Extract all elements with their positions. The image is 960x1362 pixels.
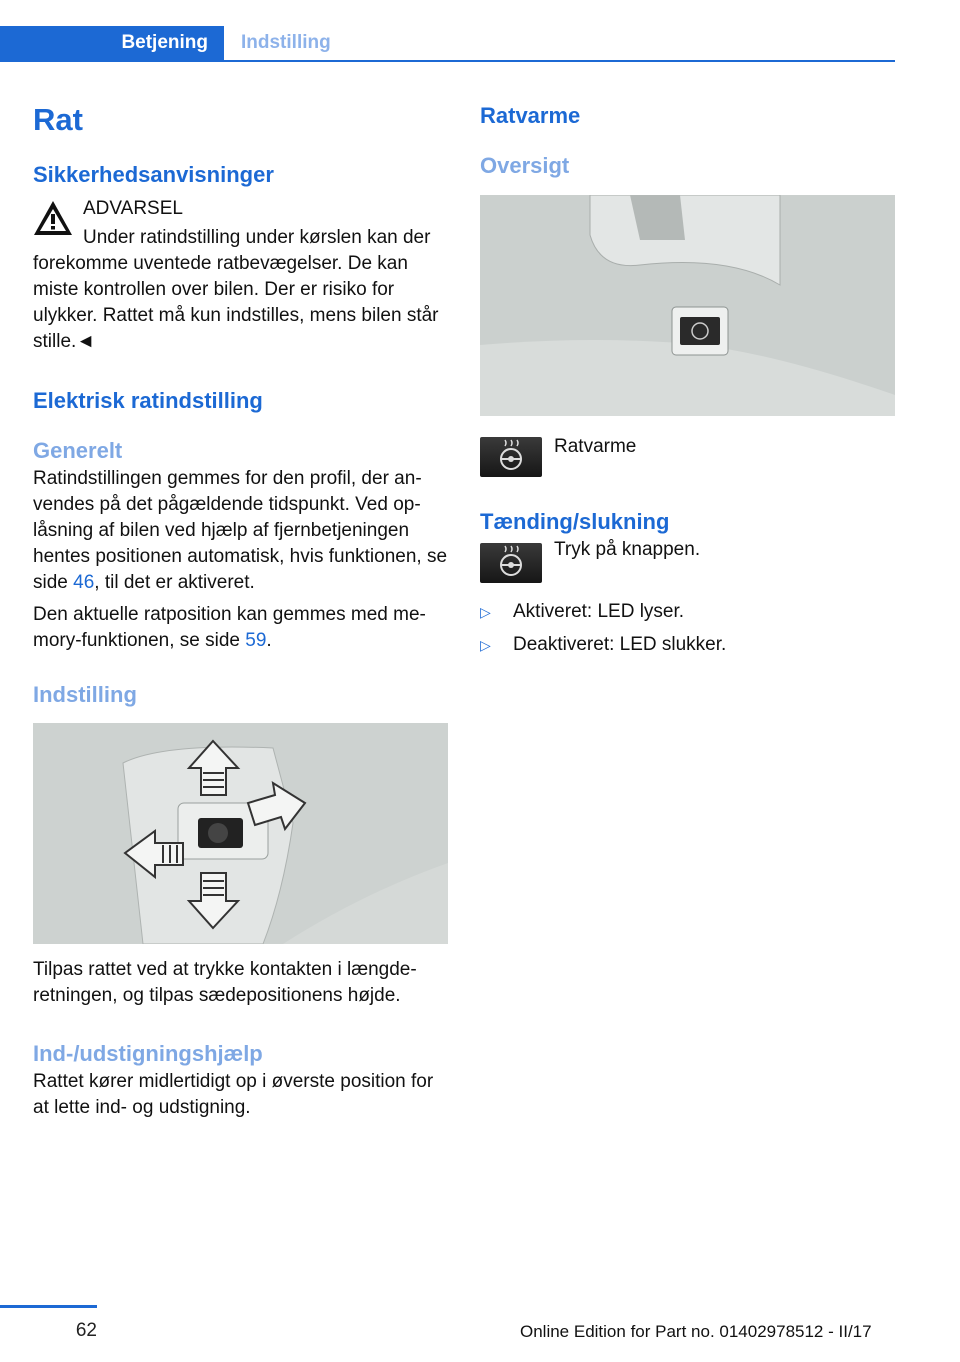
heating-heading: Ratvarme (480, 103, 581, 128)
warning-block (33, 196, 448, 355)
list-item: ▷ Deaktiveret: LED slukker. (480, 632, 895, 658)
warning-label: ADVARSEL (83, 198, 183, 219)
electric-heading: Elektrisk ratindstilling (33, 388, 263, 413)
general-heading: Generelt (33, 438, 123, 463)
setting-caption: Tilpas rattet ved at trykke kontakten i længderetningen, og tilpas sædepositionens højde. (33, 959, 417, 1006)
heated-wheel-caption: Ratvarme (554, 436, 637, 457)
heated-steering-wheel-icon[interactable] (480, 437, 542, 477)
onoff-text: Tryk på knappen. (554, 539, 701, 560)
footer-divider (0, 1305, 97, 1308)
steering-adjust-illustration (33, 723, 448, 944)
general-paragraph: Ratindstillingen gemmes for den profil, der anvendes på det pågældende tidspunkt. Ved oplåsning af bilen ved hjælp af fjernbetjeningen hentes positionen automatisk, hvis funktionen, se side 46, til det er aktiveret. (33, 468, 448, 593)
entry-heading: Ind-/udstigningshjælp (33, 1041, 263, 1066)
warning-triangle-icon (33, 200, 73, 236)
page-link-46[interactable]: 46 (73, 572, 95, 593)
onoff-heading: Tænding/slukning (480, 509, 670, 534)
list-item: ▷ Aktiveret: LED lyser. (480, 599, 895, 625)
warning-text-rest: forekomme uventede ratbevægelser. De kan miste kontrollen over bilen. Der er risiko for ulykker. Rattet må kun indstilles, mens bilen står stille.◄ (33, 253, 439, 352)
heated-wheel-icon-row (480, 437, 895, 477)
onoff-icon-row (480, 537, 895, 583)
right-column (480, 100, 895, 665)
page-link-59[interactable]: 59 (245, 630, 267, 651)
heated-wheel-illustration (480, 195, 895, 416)
header-divider (0, 60, 895, 62)
setting-heading: Indstilling (33, 682, 137, 707)
page-number: 62 (75, 1320, 97, 1341)
edition-text: Online Edition for Part no. 01402978512 - II/17 (520, 1322, 872, 1341)
status-list (480, 599, 895, 658)
memory-paragraph: Den aktuelle ratposition kan gemmes med memory-funktionen, se side 59. (33, 604, 426, 651)
page-title: Rat (33, 102, 83, 137)
safety-heading: Sikkerhedsanvisninger (33, 162, 274, 187)
tab-betjening[interactable]: Betjening (0, 26, 224, 60)
left-column (33, 100, 448, 1121)
triangle-bullet-icon: ▷ (480, 604, 491, 620)
heated-steering-wheel-icon[interactable] (480, 543, 542, 583)
overview-heading: Oversigt (480, 153, 570, 178)
tab-indstilling[interactable]: Indstilling (241, 32, 331, 53)
warning-text-first: Under ratindstilling under kørslen kan der (83, 227, 431, 248)
entry-paragraph: Rattet kører midlertidigt op i øverste position for at lette ind- og udstigning. (33, 1071, 434, 1118)
triangle-bullet-icon: ▷ (480, 637, 491, 653)
page-header (0, 26, 895, 62)
